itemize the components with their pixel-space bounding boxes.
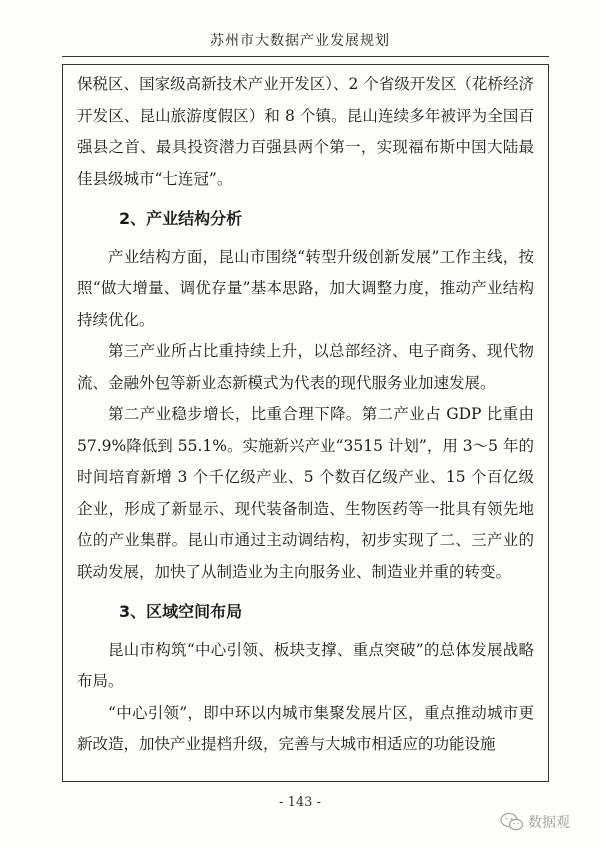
watermark bbox=[500, 812, 570, 832]
header-rule bbox=[62, 56, 549, 57]
section-heading-spatial-layout: 3、区域空间布局 bbox=[119, 602, 243, 621]
wechat-logo-icon bbox=[500, 812, 524, 832]
section-heading-industry-structure: 2、产业结构分析 bbox=[119, 209, 243, 228]
paragraph-structure-1: 产业结构方面，昆山市围绕“转型升级创新发展”工作主线，按照“做大增量、调优存量”基本思路，加大调整力度，推动产业结构持续优化。 bbox=[77, 247, 534, 329]
page-number: - 143 - bbox=[279, 795, 321, 810]
paragraph-structure-2: 第三产业所占比重持续上升，以总部经济、电子商务、现代物流、金融外包等新业态新模式为代表的现代服务业加速发展。 bbox=[77, 342, 534, 392]
running-header: 苏州市大数据产业发展规划 bbox=[210, 33, 390, 49]
paragraph-structure-3: 第二产业稳步增长，比重合理下降。第二产业占 GDP 比重由 57.9%降低到 55.1%。实施新兴产业“3515 计划”，用 3～5 年的时间培育新增 3 个千亿级产业、5 个数百亿级产业、15 个百亿级企业，形成了新显示、现代装备制造、生物医药等一批具有领先地位的产业集群。昆山市通过主动调结构，初步实现了二、三产业的联动发展，加快了从制造业为主向服务业、制造业并重的转变。 bbox=[77, 405, 534, 581]
paragraph-layout-1: 昆山市构筑“中心引领、板块支撑、重点突破”的总体发展战略布局。 bbox=[77, 640, 534, 690]
content-box bbox=[62, 64, 549, 782]
paragraph-layout-2: “中心引领”，即中环以内城市集聚发展片区，重点推动城市更新改造，加快产业提档升级，完善与大城市相适应的功能设施 bbox=[77, 703, 534, 753]
watermark-text: 数据观 bbox=[528, 815, 570, 831]
paragraph-continued: 保税区、国家级高新技术产业开发区）、2 个省级开发区（花桥经济开发区、昆山旅游度假区）和 8 个镇。昆山连续多年被评为全国百强县之首、最具投资潜力百强县两个第一，实现福布斯中国大陆最佳县级城市“七连冠”。 bbox=[77, 75, 534, 188]
